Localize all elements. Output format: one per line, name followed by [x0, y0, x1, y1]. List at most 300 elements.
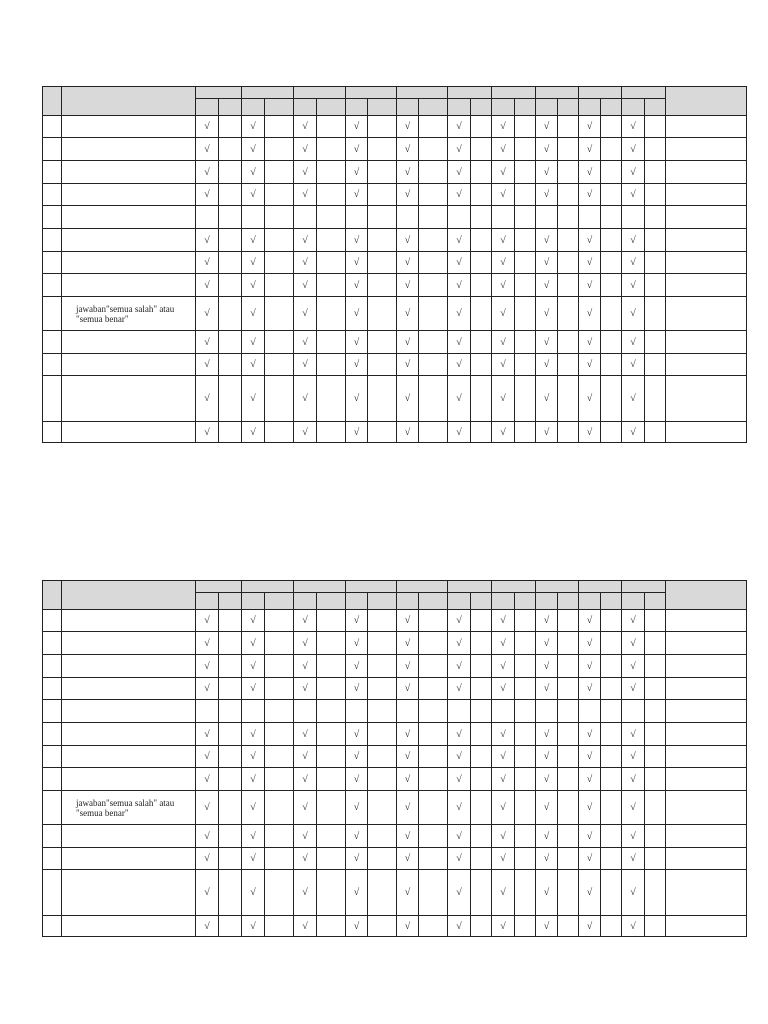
check-cell [579, 376, 601, 422]
blank-cell [558, 376, 579, 422]
blank-cell [515, 161, 536, 184]
blank-cell [645, 700, 666, 723]
blank-cell [317, 331, 346, 354]
blank-cell [368, 331, 397, 354]
check-cell [579, 354, 601, 376]
check-cell [242, 916, 265, 937]
blank-cell [265, 422, 294, 443]
check-cell [536, 610, 558, 632]
check-cell [242, 161, 265, 184]
checkmark-icon: √ [630, 615, 636, 626]
check-cell [196, 700, 219, 723]
row-remark-cell [666, 331, 747, 354]
header-group-cell [196, 87, 242, 99]
blank-cell [265, 870, 294, 916]
checkmark-icon: √ [543, 189, 550, 200]
checkmark-icon: √ [204, 751, 210, 762]
blank-cell [471, 297, 492, 331]
blank-cell [265, 768, 294, 791]
checkmark-icon: √ [456, 308, 462, 319]
check-cell [196, 746, 219, 768]
blank-cell [515, 252, 536, 274]
checkmark-icon: √ [404, 393, 411, 404]
row-remark-cell [666, 678, 747, 700]
check-cell [536, 723, 558, 746]
check-cell [536, 297, 558, 331]
blank-cell [645, 610, 666, 632]
check-cell [242, 229, 265, 252]
blank-cell [265, 791, 294, 825]
blank-cell [419, 184, 448, 206]
blank-cell [645, 229, 666, 252]
check-cell [397, 274, 419, 297]
checkmark-icon: √ [586, 426, 593, 438]
check-cell [579, 138, 601, 161]
blank-cell [419, 138, 448, 161]
blank-cell [601, 354, 622, 376]
blank-cell [471, 229, 492, 252]
blank-cell [601, 768, 622, 791]
check-cell [448, 422, 471, 443]
blank-cell [219, 723, 242, 746]
blank-cell [471, 655, 492, 678]
checkmark-icon: √ [302, 751, 308, 762]
blank-cell [219, 422, 242, 443]
check-cell [622, 354, 645, 376]
row-item-cell [62, 138, 196, 161]
header-group-cell [536, 87, 579, 99]
checkmark-icon: √ [630, 359, 636, 370]
row-number-cell [43, 632, 62, 655]
blank-cell [558, 610, 579, 632]
blank-cell [317, 700, 346, 723]
blank-cell [368, 184, 397, 206]
row-number-cell [43, 700, 62, 723]
checkmark-icon: √ [456, 887, 462, 898]
blank-cell [368, 297, 397, 331]
blank-cell [219, 138, 242, 161]
checkmark-icon: √ [500, 683, 506, 694]
blank-cell [515, 870, 536, 916]
header-item-cell [62, 87, 196, 116]
header-sub-cell [515, 99, 536, 116]
check-cell [196, 252, 219, 274]
check-cell [397, 700, 419, 723]
check-cell [579, 161, 601, 184]
check-cell [346, 610, 368, 632]
checkmark-icon: √ [630, 426, 636, 438]
header-sub-cell [645, 99, 666, 116]
header-sub-cell [196, 99, 219, 116]
blank-cell [515, 422, 536, 443]
check-cell [448, 252, 471, 274]
row-number-cell [43, 870, 62, 916]
checkmark-icon: √ [353, 683, 360, 694]
row-number-cell [43, 848, 62, 870]
check-cell [397, 768, 419, 791]
blank-cell [265, 116, 294, 138]
header-sub-cell [419, 99, 448, 116]
check-cell [397, 791, 419, 825]
check-cell [196, 610, 219, 632]
row-item-cell [62, 723, 196, 746]
check-cell [346, 870, 368, 916]
check-cell [492, 354, 515, 376]
check-cell [536, 768, 558, 791]
check-cell [622, 723, 645, 746]
blank-cell [219, 376, 242, 422]
blank-cell [368, 116, 397, 138]
checkmark-icon: √ [250, 683, 256, 694]
check-cell [622, 916, 645, 937]
row-number-cell [43, 274, 62, 297]
header-no-cell [43, 581, 62, 610]
blank-cell [317, 138, 346, 161]
check-cell [397, 229, 419, 252]
blank-cell [419, 610, 448, 632]
blank-cell [265, 746, 294, 768]
checkmark-icon: √ [353, 359, 360, 370]
checkmark-icon: √ [543, 393, 550, 404]
checkmark-icon: √ [500, 336, 506, 348]
check-cell [397, 678, 419, 700]
blank-cell [219, 916, 242, 937]
check-cell [492, 746, 515, 768]
checkmark-icon: √ [586, 887, 593, 898]
check-cell [448, 297, 471, 331]
blank-cell [558, 655, 579, 678]
blank-cell [558, 632, 579, 655]
blank-cell [645, 354, 666, 376]
blank-cell [645, 184, 666, 206]
blank-cell [471, 331, 492, 354]
check-cell [242, 700, 265, 723]
header-remark-cell [666, 581, 747, 610]
check-cell [579, 116, 601, 138]
blank-cell [558, 746, 579, 768]
checklist-table-2 [42, 580, 747, 937]
header-group-cell [242, 581, 294, 593]
blank-cell [515, 723, 536, 746]
checkmark-icon: √ [404, 773, 411, 785]
header-sub-cell [622, 99, 645, 116]
blank-cell [219, 655, 242, 678]
check-cell [242, 746, 265, 768]
check-cell [346, 184, 368, 206]
blank-cell [558, 768, 579, 791]
check-cell [622, 376, 645, 422]
checkmark-icon: √ [630, 234, 636, 246]
check-cell [397, 116, 419, 138]
checkmark-icon: √ [500, 615, 506, 626]
blank-cell [515, 610, 536, 632]
checkmark-icon: √ [302, 637, 308, 649]
checkmark-icon: √ [353, 143, 360, 155]
row-remark-cell [666, 870, 747, 916]
row-item-cell [62, 610, 196, 632]
check-cell [294, 746, 317, 768]
check-cell [492, 161, 515, 184]
header-sub-cell [219, 593, 242, 610]
check-cell [346, 116, 368, 138]
check-cell [242, 354, 265, 376]
blank-cell [601, 870, 622, 916]
blank-cell [219, 184, 242, 206]
blank-cell [419, 700, 448, 723]
blank-cell [219, 229, 242, 252]
row-remark-cell [666, 138, 747, 161]
table-row [43, 723, 747, 746]
checkmark-icon: √ [500, 257, 506, 268]
blank-cell [419, 422, 448, 443]
blank-cell [368, 206, 397, 229]
header-group-cell [242, 87, 294, 99]
check-cell [397, 848, 419, 870]
table-row [43, 791, 747, 825]
check-cell [579, 723, 601, 746]
header-sub-cell [242, 99, 265, 116]
check-cell [448, 746, 471, 768]
row-number-cell [43, 206, 62, 229]
header-sub-cell [645, 593, 666, 610]
checkmark-icon: √ [353, 257, 360, 268]
checkmark-icon: √ [404, 336, 411, 348]
blank-cell [317, 206, 346, 229]
blank-cell [368, 700, 397, 723]
checkmark-icon: √ [204, 279, 210, 291]
check-cell [346, 700, 368, 723]
blank-cell [471, 768, 492, 791]
check-cell [448, 116, 471, 138]
blank-cell [368, 274, 397, 297]
checkmark-icon: √ [543, 143, 550, 155]
checkmark-icon: √ [353, 393, 360, 404]
blank-cell [368, 746, 397, 768]
check-cell [579, 825, 601, 848]
check-cell [622, 848, 645, 870]
check-cell [536, 678, 558, 700]
blank-cell [419, 116, 448, 138]
blank-cell [601, 746, 622, 768]
checkmark-icon: √ [250, 359, 256, 370]
blank-cell [317, 768, 346, 791]
check-cell [397, 206, 419, 229]
blank-cell [419, 723, 448, 746]
check-cell [196, 376, 219, 422]
header-sub-cell [294, 593, 317, 610]
blank-cell [471, 138, 492, 161]
blank-cell [265, 376, 294, 422]
check-cell [536, 229, 558, 252]
header-sub-cell [536, 99, 558, 116]
blank-cell [558, 422, 579, 443]
blank-cell [368, 632, 397, 655]
check-cell [196, 678, 219, 700]
checkmark-icon: √ [586, 751, 593, 762]
check-cell [622, 768, 645, 791]
checkmark-icon: √ [586, 660, 593, 672]
check-cell [622, 331, 645, 354]
checkmark-icon: √ [630, 751, 636, 762]
checkmark-icon: √ [543, 615, 550, 626]
checkmark-icon: √ [302, 336, 308, 348]
checkmark-icon: √ [456, 637, 462, 649]
check-cell [448, 768, 471, 791]
checkmark-icon: √ [456, 234, 462, 246]
blank-cell [515, 354, 536, 376]
checkmark-icon: √ [500, 773, 506, 785]
checkmark-icon: √ [302, 143, 308, 155]
checkmark-icon: √ [353, 751, 360, 762]
checkmark-icon: √ [586, 830, 593, 842]
check-cell [579, 700, 601, 723]
checkmark-icon: √ [586, 234, 593, 246]
check-cell [242, 252, 265, 274]
blank-cell [317, 116, 346, 138]
check-cell [346, 848, 368, 870]
checkmark-icon: √ [586, 728, 593, 740]
check-cell [622, 746, 645, 768]
checkmark-icon: √ [353, 830, 360, 842]
blank-cell [601, 632, 622, 655]
checkmark-icon: √ [250, 279, 256, 291]
blank-cell [515, 116, 536, 138]
checkmark-icon: √ [204, 359, 210, 370]
check-cell [346, 354, 368, 376]
blank-cell [471, 354, 492, 376]
blank-cell [265, 610, 294, 632]
checkmark-icon: √ [543, 336, 550, 348]
check-cell [492, 848, 515, 870]
row-number-cell [43, 138, 62, 161]
blank-cell [515, 331, 536, 354]
row-item-cell [62, 825, 196, 848]
blank-cell [471, 116, 492, 138]
blank-cell [219, 632, 242, 655]
check-cell [294, 297, 317, 331]
header-row [43, 581, 747, 593]
header-sub-cell [448, 593, 471, 610]
checkmark-icon: √ [586, 359, 593, 370]
checkmark-icon: √ [586, 121, 593, 132]
checkmark-icon: √ [302, 308, 308, 319]
checkmark-icon: √ [543, 728, 550, 740]
check-cell [397, 252, 419, 274]
table-row [43, 422, 747, 443]
blank-cell [368, 678, 397, 700]
check-cell [448, 632, 471, 655]
checkmark-icon: √ [586, 683, 593, 694]
check-cell [196, 768, 219, 791]
checkmark-icon: √ [302, 257, 308, 268]
check-cell [242, 184, 265, 206]
row-item-cell [62, 791, 196, 825]
checkmark-icon: √ [353, 308, 360, 319]
check-cell [622, 274, 645, 297]
blank-cell [317, 274, 346, 297]
blank-cell [601, 206, 622, 229]
blank-cell [645, 678, 666, 700]
check-cell [536, 746, 558, 768]
check-cell [492, 916, 515, 937]
row-remark-cell [666, 610, 747, 632]
blank-cell [317, 678, 346, 700]
check-cell [346, 331, 368, 354]
row-remark-cell [666, 700, 747, 723]
check-cell [346, 916, 368, 937]
blank-cell [558, 354, 579, 376]
checkmark-icon: √ [353, 660, 360, 672]
check-cell [294, 252, 317, 274]
check-cell [536, 331, 558, 354]
checkmark-icon: √ [586, 615, 593, 626]
check-cell [622, 206, 645, 229]
check-cell [294, 870, 317, 916]
check-cell [242, 206, 265, 229]
row-number-cell [43, 746, 62, 768]
checkmark-icon: √ [543, 426, 550, 438]
blank-cell [471, 274, 492, 297]
header-sub-cell [368, 593, 397, 610]
check-cell [492, 723, 515, 746]
blank-cell [515, 655, 536, 678]
blank-cell [645, 791, 666, 825]
check-cell [294, 354, 317, 376]
check-cell [397, 422, 419, 443]
check-cell [294, 116, 317, 138]
checkmark-icon: √ [302, 830, 308, 842]
check-cell [622, 252, 645, 274]
row-item-cell [62, 206, 196, 229]
blank-cell [368, 916, 397, 937]
checkmark-icon: √ [456, 728, 462, 740]
check-cell [622, 161, 645, 184]
check-cell [346, 723, 368, 746]
blank-cell [265, 848, 294, 870]
checkmark-icon: √ [250, 308, 256, 319]
blank-cell [219, 161, 242, 184]
header-group-cell [448, 87, 492, 99]
check-cell [196, 116, 219, 138]
row-item-cell [62, 184, 196, 206]
row-number-cell [43, 723, 62, 746]
blank-cell [265, 138, 294, 161]
blank-cell [368, 768, 397, 791]
blank-cell [419, 354, 448, 376]
blank-cell [645, 422, 666, 443]
blank-cell [368, 870, 397, 916]
checkmark-icon: √ [543, 853, 550, 864]
check-cell [346, 252, 368, 274]
blank-cell [219, 297, 242, 331]
header-sub-cell [448, 99, 471, 116]
blank-cell [558, 848, 579, 870]
checkmark-icon: √ [302, 234, 308, 246]
header-sub-cell [536, 593, 558, 610]
header-sub-cell [368, 99, 397, 116]
check-cell [242, 848, 265, 870]
check-cell [397, 610, 419, 632]
checkmark-icon: √ [404, 853, 411, 864]
checkmark-icon: √ [250, 426, 256, 438]
check-cell [492, 274, 515, 297]
check-cell [536, 700, 558, 723]
checkmark-icon: √ [456, 189, 462, 200]
header-group-cell [346, 581, 397, 593]
checkmark-icon: √ [543, 121, 550, 132]
row-remark-cell [666, 746, 747, 768]
table-row [43, 229, 747, 252]
